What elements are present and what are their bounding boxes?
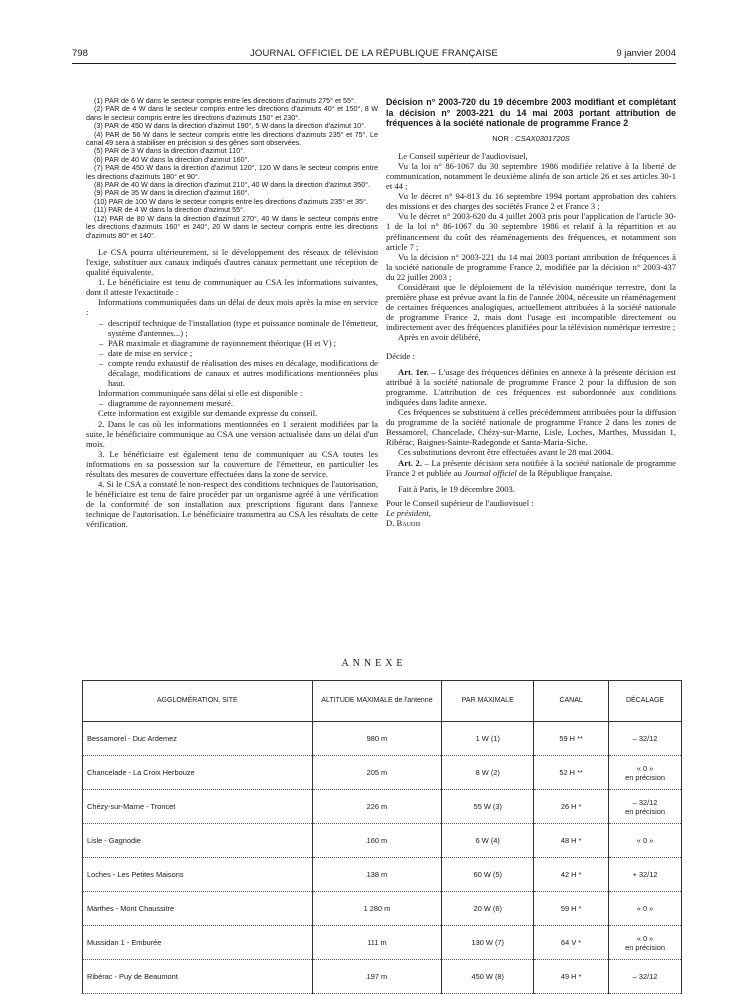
column-header-decalage: DÉCALAGE xyxy=(609,681,682,722)
paragraph: Information communiquée sans délai si elle est disponible : xyxy=(98,388,303,399)
article-2 xyxy=(386,458,676,478)
table-cell-par xyxy=(442,790,534,824)
table-cell-decalage xyxy=(609,756,682,790)
signing-place-date: Fait à Paris, le 19 décembre 2003. xyxy=(398,483,515,494)
issue-date: 9 janvier 2004 xyxy=(616,48,676,59)
table-cell-site xyxy=(83,790,313,824)
table-cell-par xyxy=(442,722,534,756)
table-cell-decalage-text: « 0 » xyxy=(636,836,654,845)
table-row xyxy=(83,858,682,892)
table-cell-canal-text: 49 H * xyxy=(560,972,582,981)
signature-title-text: Le président, xyxy=(386,507,431,518)
table-cell-decalage-text: « 0 » xyxy=(636,904,654,913)
table-cell-decalage xyxy=(609,824,682,858)
table-row xyxy=(83,790,682,824)
page-header xyxy=(72,48,676,62)
table-cell-altitude-text: 197 m xyxy=(366,972,388,981)
paragraph: 2. Dans le cas où les informations mentionnées en 1 seraient modifiées par la suite, le bénéficiaire communique au CSA une version actualisée dans un délai d'un mois. xyxy=(86,418,378,449)
table-cell-altitude-text: 226 m xyxy=(366,802,388,811)
table-cell-par-text: 20 W (6) xyxy=(473,904,502,913)
table-cell-par-text: 55 W (3) xyxy=(473,802,502,811)
footnote: (5) PAR de 3 W dans la direction d'azimut 110°. xyxy=(94,146,245,156)
table-cell-par-text: 1 W (1) xyxy=(475,734,500,743)
column-header-canal: CANAL xyxy=(534,681,609,722)
paragraph: 1. Le bénéficiaire est tenu de communiquer au CSA les informations suivantes, dont il atteste l'exactitude : xyxy=(86,277,378,298)
paragraph: Vu le décret n° 2003-620 du 4 juillet 2003 pris pour l'application de l'article 30-1 de la loi n° 86-1067 du 30 septembre 1986 et relatif à la répartition et au préfinancement du coût des réaménagements des fréquences, et notamment son article 7 ; xyxy=(386,211,676,252)
table-cell-canal xyxy=(534,926,609,960)
info-list xyxy=(86,398,378,408)
left-column xyxy=(86,97,378,530)
footnotes xyxy=(86,97,378,240)
paragraph: 4. Si le CSA a constaté le non-respect des conditions techniques de l'autorisation, le bénéficiaire est tenu de faire procéder par un organisme agréé à une vérification de la conformité de son installation aux prescriptions figurant dans l'annexe technique de l'autorisation. Le bénéficiaire transmettra au CSA les résultats de cette vérification. xyxy=(86,479,378,530)
paragraph: Le Conseil supérieur de l'audiovisuel, xyxy=(398,150,528,161)
signature-title xyxy=(386,508,676,518)
table-cell-site-text: Loches - Les Petites Maisons xyxy=(87,870,184,879)
table-cell-par xyxy=(442,756,534,790)
article-label: Art. 1er. xyxy=(398,366,429,377)
info-list xyxy=(86,318,378,389)
nor-label: NOR : xyxy=(492,133,514,143)
article-label: Art. 2. xyxy=(398,457,422,468)
table-cell-par-text: 450 W (8) xyxy=(471,972,504,981)
table-cell-decalage-text: – 32/12 xyxy=(632,972,658,981)
column-header-altitude: ALTITUDE MAXIMALE de l'antenne xyxy=(312,681,442,722)
table-cell-canal xyxy=(534,790,609,824)
paragraph: Informations communiquées dans un délai de deux mois après la mise en service : xyxy=(86,297,378,318)
table-row xyxy=(83,892,682,926)
annexe-title: ANNEXE xyxy=(341,658,407,669)
table-cell-site-text: Ribérac - Puy de Beaumont xyxy=(87,972,178,981)
table-cell-site-text: Mussidan 1 - Emburée xyxy=(87,938,162,947)
column-header-par: PAR MAXIMALE xyxy=(442,681,534,722)
table-cell-par-text: 8 W (2) xyxy=(475,768,500,777)
paragraph: Le CSA pourra ultérieurement, si le développement des réseaux de télévision l'exige, substituer aux canaux indiqués d'autres canaux permettant une réception de qualité équivalente. xyxy=(86,246,378,278)
table-cell-site-text: Lisle - Gagnodie xyxy=(87,836,141,845)
table-cell-altitude-text: 1 280 m xyxy=(363,904,391,913)
table-cell-canal-text: 59 H * xyxy=(560,904,582,913)
table-cell-canal-text: 48 H * xyxy=(560,836,582,845)
precision-note: en précision xyxy=(625,806,665,816)
table-cell-decalage xyxy=(609,926,682,960)
table-cell-canal xyxy=(534,824,609,858)
table-cell-altitude xyxy=(312,756,442,790)
paragraph: Vu le décret n° 94-813 du 16 septembre 1994 portant approbation des cahiers des missions et des charges des sociétés France 2 et France 3 ; xyxy=(386,191,676,212)
article-text: de la République française. xyxy=(516,467,613,478)
paragraph: Après en avoir délibéré, xyxy=(398,332,481,343)
table-cell-canal xyxy=(534,858,609,892)
table-cell-canal-text: 42 H * xyxy=(560,870,582,879)
table-cell-altitude-text: 205 m xyxy=(366,768,388,777)
decision-title: Décision n° 2003-720 du 19 décembre 2003 modifiant et complétant la décision n° 2003-221 du 14 mai 2003 portant attribution de fréquences à la société nationale de programme France 2 xyxy=(386,97,676,129)
table-cell-altitude xyxy=(312,892,442,926)
page-number: 798 xyxy=(72,48,88,59)
table-row xyxy=(83,960,682,994)
list-item: – diagramme de rayonnement mesuré. xyxy=(108,398,378,408)
table-body xyxy=(83,722,682,994)
table-cell-par xyxy=(442,824,534,858)
table-cell-altitude xyxy=(312,824,442,858)
footnote: (7) PAR de 450 W dans la direction d'azimut 120°, 120 W dans le secteur compris entre les directions d'azimuts 180° et 90°. xyxy=(86,163,378,181)
precision-note: en précision xyxy=(625,942,665,952)
paragraph: Considérant que le déploiement de la télévision numérique terrestre, dont la première phase est prévue avant la fin de l'année 2004, nécessite un réaménagement de certaines fréquences analogiques, actuellement attribuées à la société nationale de programme France 2, mais dont l'usage est incompatible directement ou indirectement avec des fréquences planifiées pour la télévision numérique terrestre ; xyxy=(386,282,676,333)
table-row xyxy=(83,926,682,960)
list-item: – descriptif technique de l'installation (type et puissance nominale de l'émetteur, système d'antennes...) ; xyxy=(108,318,378,338)
footnote: (1) PAR de 6 W dans le secteur compris entre les directions d'azimuts 275° et 55°. xyxy=(94,96,356,105)
paragraph: 3. Le bénéficiaire est également tenu de communiquer au CSA toutes les informations en sa possession sur la couverture de l'émetteur, en particulier les résultats des mesures de couverture effectuées dans la zone de service. xyxy=(86,448,378,479)
table-row xyxy=(83,756,682,790)
paragraph: Cette information est exigible sur demande expresse du conseil. xyxy=(98,408,318,419)
table-cell-canal-text: 26 H * xyxy=(560,802,582,811)
table-cell-site-text: Marthes - Mont Chaussitre xyxy=(87,904,175,913)
table-cell-altitude xyxy=(312,960,442,994)
article-text: – L'usage des fréquences définies en annexe à la présente décision est attribué à la société nationale de programme France 2 pour la diffusion de son programme. L'attribution de ces fréquences est subordonnée aux conditions indiquées dans ladite annexe. xyxy=(386,366,676,407)
column-header-site: AGGLOMÉRATION, SITE xyxy=(83,681,313,722)
nor-code: CSAX0301720S xyxy=(515,133,570,143)
table-cell-par-text: 130 W (7) xyxy=(471,938,504,947)
signature-name-text: D. Baudis xyxy=(386,517,421,528)
table-cell-decalage-text: + 32/12 xyxy=(632,870,658,879)
table-row xyxy=(83,722,682,756)
table-cell-par xyxy=(442,926,534,960)
paragraph: Ces fréquences se substituent à celles précédemment attribuées pour la diffusion du programme de la société nationale de programme France 2 dans les zones de Bessamorel, Chancelade, Chézy-sur-Marne, Lisle, Loches, Marthes, Mussidan 1, Ribérac, Baignes-Sainte-Radegonde et Santa-Maria-Siche. xyxy=(386,407,676,448)
header-rule xyxy=(72,63,676,64)
table-cell-canal xyxy=(534,756,609,790)
table-cell-par xyxy=(442,858,534,892)
table-cell-altitude xyxy=(312,790,442,824)
footnote: (8) PAR de 40 W dans la direction d'azimut 210°, 40 W dans la direction d'azimut 350°. xyxy=(94,180,371,190)
table-cell-decalage xyxy=(609,858,682,892)
article-text: – La présente décision sera notifiée à la société nationale de programme France 2 et publiée au xyxy=(386,457,677,478)
table-cell-site-text: Chancelade - La Croix Herbouze xyxy=(87,768,195,777)
list-item: – PAR maximale et diagramme de rayonnement théorique (H et V) ; xyxy=(108,338,378,348)
decision-body xyxy=(386,151,676,528)
journal-title: JOURNAL OFFICIEL DE LA RÉPUBLIQUE FRANÇAISE xyxy=(249,48,499,59)
list-item: – compte rendu exhaustif de réalisation des mises en décalage, modifications de décalage, modifications de canaux et autres modifications mentionnées plus haut. xyxy=(108,358,378,388)
table-cell-site xyxy=(83,960,313,994)
footnote: (2) PAR de 4 W dans le secteur compris entre les directions d'azimuts 40° et 150°, 8 W dans le secteur compris entre les directions d'azimuts 150° et 230°. xyxy=(86,104,378,122)
table-cell-canal-text: 59 H ** xyxy=(559,734,583,743)
table-cell-altitude-text: 980 m xyxy=(366,734,388,743)
table-cell-site xyxy=(83,892,313,926)
table-cell-site-text: Bessamorel - Duc Ardemez xyxy=(87,734,177,743)
article-italic: Journal officiel xyxy=(464,467,517,478)
table-cell-altitude xyxy=(312,858,442,892)
paragraph: Vu la loi n° 86-1067 du 30 septembre 1986 modifiée relative à la liberté de communication, notamment le deuxième alinéa de son article 26 et ses articles 30-1 et 44 ; xyxy=(386,160,676,192)
table-cell-decalage xyxy=(609,790,682,824)
table-cell-altitude-text: 160 m xyxy=(366,836,388,845)
decide-heading: Décide : xyxy=(386,350,415,361)
table-cell-site xyxy=(83,722,313,756)
table-cell-decalage-text: « 0 » xyxy=(636,933,654,943)
footnote: (11) PAR de 4 W dans la direction d'azimut 55°. xyxy=(94,205,245,215)
table-header-row xyxy=(83,681,682,722)
table-cell-altitude-text: 138 m xyxy=(366,870,388,879)
table-cell-par xyxy=(442,892,534,926)
footnote: (3) PAR de 450 W dans la direction d'azimut 190°, 5 W dans la direction d'azimut 10°. xyxy=(94,121,367,131)
left-body-text xyxy=(86,247,378,530)
table-cell-decalage-text: « 0 » xyxy=(636,763,654,773)
table-cell-site xyxy=(83,756,313,790)
signature-line: Pour le Conseil supérieur de l'audiovisuel : xyxy=(386,497,534,508)
table-cell-site xyxy=(83,824,313,858)
list-item: – date de mise en service ; xyxy=(108,348,378,358)
table-cell-site xyxy=(83,926,313,960)
table-cell-canal xyxy=(534,960,609,994)
table-cell-canal xyxy=(534,892,609,926)
footnote: (10) PAR de 100 W dans le secteur compris entre les directions d'azimuts 235° et 35°. xyxy=(94,196,368,206)
table-cell-site xyxy=(83,858,313,892)
table-row xyxy=(83,824,682,858)
table-cell-decalage xyxy=(609,892,682,926)
table-cell-canal xyxy=(534,722,609,756)
table-cell-par-text: 6 W (4) xyxy=(475,836,500,845)
table-cell-altitude xyxy=(312,722,442,756)
nor-reference xyxy=(386,134,676,143)
paragraph: Ces substitutions devront être effectuées avant le 28 mai 2004. xyxy=(398,447,614,458)
table-cell-altitude-text: 111 m xyxy=(367,938,387,947)
table-cell-par-text: 60 W (5) xyxy=(473,870,502,879)
signature-name xyxy=(386,518,676,528)
table-cell-canal-text: 64 V * xyxy=(561,938,582,947)
right-column xyxy=(386,97,676,528)
paragraph: Vu la décision n° 2003-221 du 14 mai 2003 portant attribution de fréquences à la société nationale de programme France 2, modifiée par la décision n° 2003-437 du 22 juillet 2003 ; xyxy=(386,251,676,282)
footnote: (6) PAR de 40 W dans la direction d'azimut 160°. xyxy=(94,154,250,164)
table-cell-decalage xyxy=(609,722,682,756)
table-cell-par xyxy=(442,960,534,994)
annexe-table xyxy=(82,680,682,994)
table-cell-canal-text: 52 H ** xyxy=(559,768,583,777)
table-cell-decalage xyxy=(609,960,682,994)
table-cell-site-text: Chézy-sur-Marne - Troncet xyxy=(87,802,176,811)
table-cell-altitude xyxy=(312,926,442,960)
table-cell-decalage-text: – 32/12 xyxy=(632,734,658,743)
table-cell-decalage-text: – 32/12 xyxy=(632,797,658,807)
footnote: (4) PAR de 56 W dans le secteur compris entre les directions d'azimuts 235° et 75°. Le canal 49 sera à stabiliser en précision si des gênes sont observées. xyxy=(86,129,378,148)
footnote: (12) PAR de 80 W dans la direction d'azimut 270°, 40 W dans le secteur compris entre les directions d'azimuts 160° et 240°, 20 W dans le secteur compris entre les directions d'azimuts 80° et 140°. xyxy=(86,213,378,240)
article-1 xyxy=(386,367,676,407)
precision-note: en précision xyxy=(625,772,665,782)
footnote: (9) PAR de 35 W dans la direction d'azimut 160°. xyxy=(94,188,250,198)
